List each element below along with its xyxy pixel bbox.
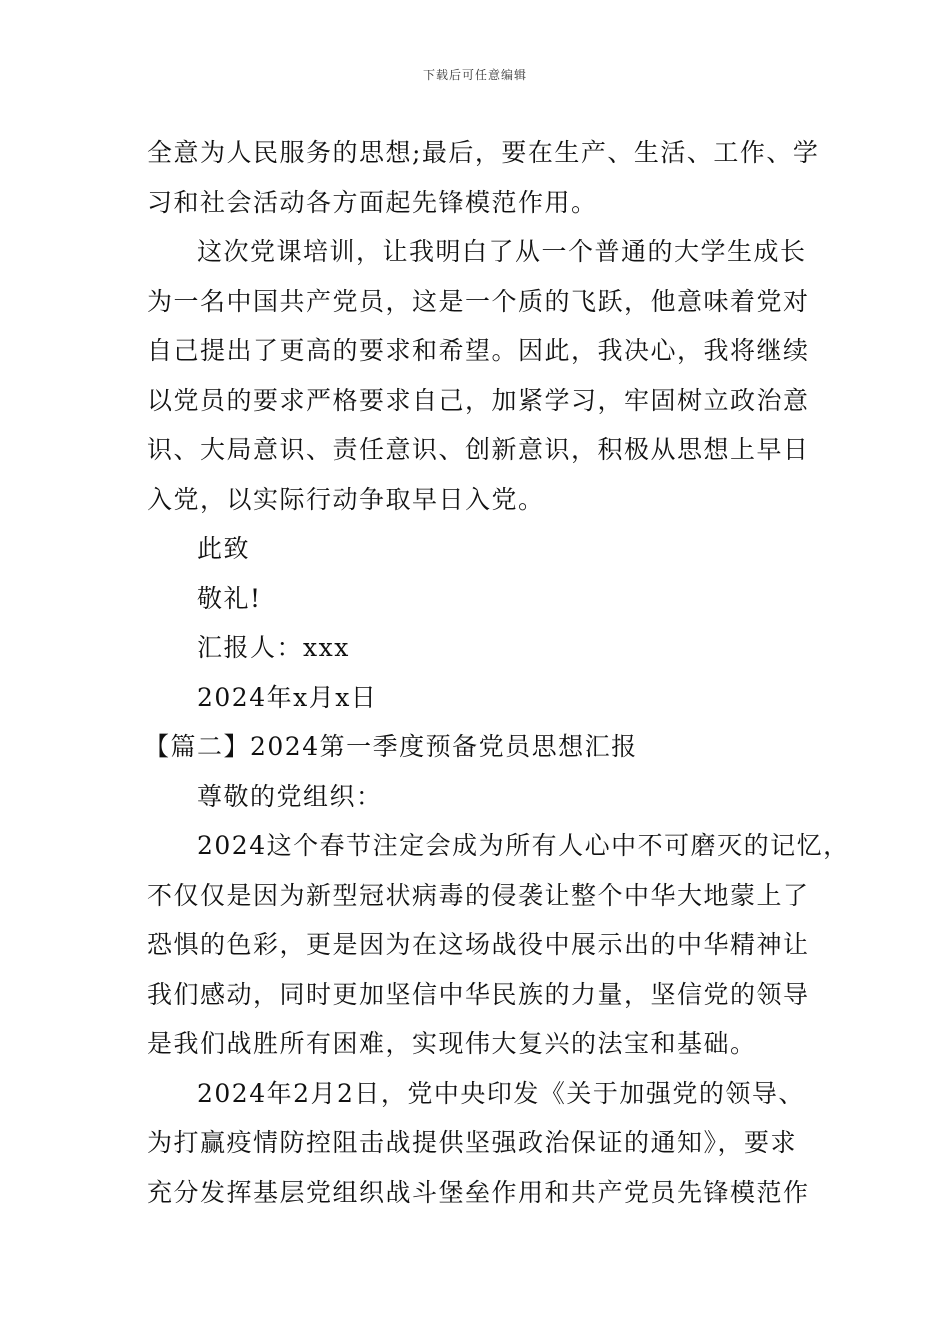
- text-line: 为一名中国共产党员，这是一个质的飞跃，他意味着党对: [147, 286, 810, 316]
- salutation-regards: 敬礼!: [197, 583, 262, 613]
- section-heading: 【篇二】2024第一季度预备党员思想汇报: [144, 732, 638, 761]
- text-line: 入党，以实际行动争取早日入党。: [147, 484, 545, 514]
- salutation-opening: 尊敬的党组织：: [197, 781, 383, 811]
- page-header-note: 下载后可任意编辑: [422, 68, 527, 82]
- report-date: 2024年x月x日: [197, 682, 378, 712]
- text-line: 习和社会活动各方面起先锋模范作用。: [147, 187, 598, 217]
- text-line: 自己提出了更高的要求和希望。因此，我决心，我将继续: [147, 336, 810, 365]
- text-line: 这次党课培训，让我明白了从一个普通的大学生成长: [197, 237, 807, 266]
- reporter-name: 汇报人：xxx: [197, 633, 350, 662]
- text-line: 恐惧的色彩，更是因为在这场战役中展示出的中华精神让: [147, 930, 810, 959]
- text-line: 我们感动，同时更加坚信中华民族的力量，坚信党的领导: [147, 979, 810, 1009]
- text-line: 以党员的要求严格要求自己，加紧学习，牢固树立政治意: [147, 385, 810, 415]
- text-line: 2024这个春节注定会成为所有人心中不可磨灭的记忆，: [197, 831, 850, 860]
- text-line: 全意为人民服务的思想;最后，要在生产、生活、工作、学: [147, 138, 820, 167]
- text-line: 不仅仅是因为新型冠状病毒的侵袭让整个中华大地蒙上了: [147, 880, 810, 910]
- document-body: [144, 128, 850, 1217]
- salutation-closing: 此致: [197, 534, 251, 563]
- text-line: 识、大局意识、责任意识、创新意识，积极从思想上早日: [147, 435, 810, 464]
- text-line: 充分发挥基层党组织战斗堡垒作用和共产党员先锋模范作: [147, 1177, 810, 1207]
- text-line: 是我们战胜所有困难，实现伟大复兴的法宝和基础。: [147, 1029, 757, 1058]
- text-line: 为打赢疫情防控阻击战提供坚强政治保证的通知》，要求: [147, 1128, 798, 1157]
- text-line: 2024年2月2日，党中央印发《关于加强党的领导、: [197, 1078, 805, 1108]
